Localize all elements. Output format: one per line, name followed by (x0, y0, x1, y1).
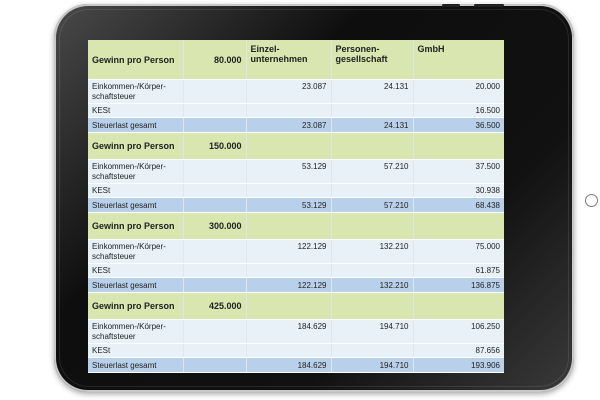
income-tax-value: 184.629 (246, 320, 331, 344)
income-tax-value: 75.000 (413, 240, 504, 264)
text-line: schaftsteuer (92, 251, 136, 261)
income-tax-value: 37.500 (413, 160, 504, 184)
kest-value (246, 344, 331, 358)
tax-comparison-table (88, 40, 504, 373)
profit-label: Gewinn pro Person (88, 133, 183, 160)
kest-value: 61.875 (413, 264, 504, 278)
kest-value (331, 344, 413, 358)
table-row (88, 278, 504, 293)
group-header-row (88, 213, 504, 240)
column-header (331, 133, 413, 160)
sleep-button[interactable] (474, 4, 504, 7)
kest-value (331, 184, 413, 198)
kest-label: KESt (88, 104, 183, 118)
kest-value (246, 264, 331, 278)
column-header (246, 133, 331, 160)
table-row (88, 160, 504, 184)
column-header (413, 293, 504, 320)
kest-value (331, 264, 413, 278)
empty-cell (183, 80, 246, 104)
empty-cell (183, 198, 246, 213)
kest-value (246, 104, 331, 118)
total-label: Steuerlast gesamt (88, 118, 183, 133)
income-tax-value: 57.210 (331, 160, 413, 184)
total-value: 57.210 (331, 198, 413, 213)
total-label: Steuerlast gesamt (88, 198, 183, 213)
total-value: 122.129 (246, 278, 331, 293)
profit-amount: 150.000 (183, 133, 246, 160)
profit-amount: 300.000 (183, 213, 246, 240)
column-header (246, 213, 331, 240)
text-line: gesellschaft (335, 54, 388, 64)
total-label: Steuerlast gesamt (88, 278, 183, 293)
empty-cell (183, 104, 246, 118)
empty-cell (183, 344, 246, 358)
total-value: 68.438 (413, 198, 504, 213)
text-line: Einkommen-/Körper- (92, 81, 166, 91)
text-line: Einzel- (250, 44, 280, 54)
total-value: 193.906 (413, 358, 504, 373)
total-value: 23.087 (246, 118, 331, 133)
kest-value: 16.500 (413, 104, 504, 118)
income-tax-value: 106.250 (413, 320, 504, 344)
total-value: 136.875 (413, 278, 504, 293)
kest-value (331, 104, 413, 118)
column-header (413, 213, 504, 240)
column-header (331, 213, 413, 240)
column-header (246, 293, 331, 320)
text-line: schaftsteuer (92, 91, 136, 101)
profit-label: Gewinn pro Person (88, 213, 183, 240)
total-value: 24.131 (331, 118, 413, 133)
empty-cell (183, 264, 246, 278)
kest-value: 30.938 (413, 184, 504, 198)
group-header-row (88, 293, 504, 320)
table-row (88, 240, 504, 264)
column-header (413, 133, 504, 160)
text-line: unternehmen (250, 54, 308, 64)
profit-label: Gewinn pro Person (88, 40, 183, 80)
table-body (88, 40, 504, 373)
column-header (331, 40, 413, 80)
kest-label: KESt (88, 344, 183, 358)
income-tax-value: 194.710 (331, 320, 413, 344)
income-tax-value: 24.131 (331, 80, 413, 104)
kest-label: KESt (88, 184, 183, 198)
text-line: Einkommen-/Körper- (92, 321, 166, 331)
income-tax-label (88, 80, 183, 104)
total-value: 36.500 (413, 118, 504, 133)
text-line: Personen- (335, 44, 380, 54)
total-value: 194.710 (331, 358, 413, 373)
empty-cell (183, 118, 246, 133)
text-line: Einkommen-/Körper- (92, 161, 166, 171)
profit-amount: 425.000 (183, 293, 246, 320)
empty-cell (183, 184, 246, 198)
income-tax-value: 53.129 (246, 160, 331, 184)
table-row (88, 358, 504, 373)
table-row (88, 118, 504, 133)
group-header-row (88, 133, 504, 160)
home-button[interactable] (585, 194, 598, 207)
table-row (88, 80, 504, 104)
empty-cell (183, 160, 246, 184)
power-button[interactable] (442, 4, 460, 7)
column-header (246, 40, 331, 80)
group-header-row (88, 40, 504, 80)
tablet-screen (88, 40, 504, 370)
table-row (88, 184, 504, 198)
income-tax-value: 20.000 (413, 80, 504, 104)
column-header (413, 40, 504, 80)
total-value: 53.129 (246, 198, 331, 213)
table-row (88, 344, 504, 358)
table-row (88, 104, 504, 118)
empty-cell (183, 320, 246, 344)
income-tax-value: 23.087 (246, 80, 331, 104)
text-line: schaftsteuer (92, 331, 136, 341)
profit-amount: 80.000 (183, 40, 246, 80)
text-line: schaftsteuer (92, 171, 136, 181)
empty-cell (183, 358, 246, 373)
total-label: Steuerlast gesamt (88, 358, 183, 373)
profit-label: Gewinn pro Person (88, 293, 183, 320)
total-value: 184.629 (246, 358, 331, 373)
table-row (88, 198, 504, 213)
table-row (88, 320, 504, 344)
total-value: 132.210 (331, 278, 413, 293)
income-tax-label (88, 320, 183, 344)
column-header (331, 293, 413, 320)
income-tax-value: 132.210 (331, 240, 413, 264)
text-line: GmbH (417, 44, 445, 54)
kest-label: KESt (88, 264, 183, 278)
income-tax-label (88, 160, 183, 184)
text-line: Einkommen-/Körper- (92, 241, 166, 251)
income-tax-value: 122.129 (246, 240, 331, 264)
income-tax-label (88, 240, 183, 264)
kest-value: 87.656 (413, 344, 504, 358)
empty-cell (183, 278, 246, 293)
kest-value (246, 184, 331, 198)
table-row (88, 264, 504, 278)
empty-cell (183, 240, 246, 264)
